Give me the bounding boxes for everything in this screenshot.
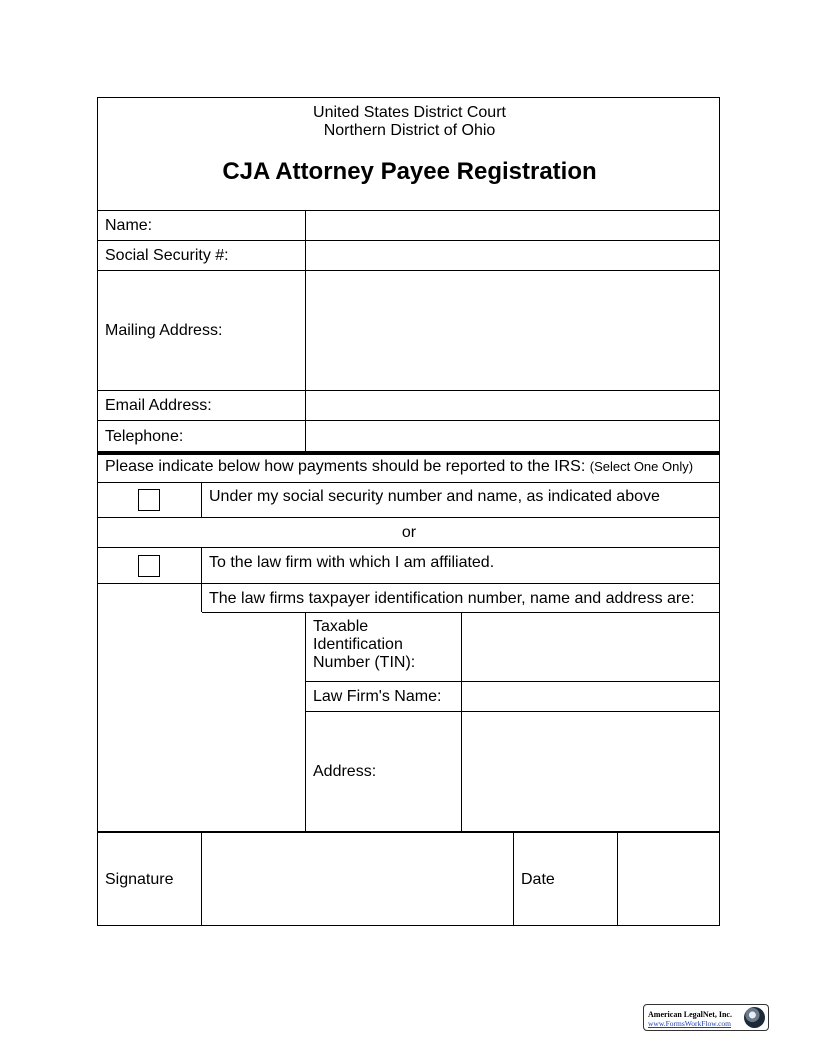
- divider: [98, 517, 720, 518]
- column-divider: [461, 612, 462, 831]
- firm-address-label: Address:: [313, 763, 377, 780]
- publisher-name: American LegalNet, Inc.: [648, 1010, 732, 1019]
- select-one-note: (Select One Only): [589, 459, 694, 474]
- name-label: Name:: [105, 217, 153, 234]
- registration-form: [97, 97, 720, 926]
- publisher-url[interactable]: www.FormsWorkFlow.com: [648, 1019, 732, 1028]
- column-divider: [305, 612, 306, 831]
- mailing-address-label: Mailing Address:: [105, 322, 223, 339]
- signature-label: Signature: [105, 871, 174, 888]
- tin-label-line: Taxable: [313, 618, 369, 635]
- law-firm-name-field[interactable]: [463, 682, 720, 711]
- irs-instruction: [105, 457, 693, 476]
- name-field[interactable]: [307, 211, 720, 240]
- divider: [98, 482, 720, 483]
- divider: [98, 583, 720, 584]
- law-firm-option-label: To the law firm with which I am affiliated.: [209, 554, 495, 571]
- date-field[interactable]: [619, 834, 720, 925]
- irs-instruction-text: Please indicate below how payments should be reported to the IRS:: [105, 458, 586, 475]
- tin-label-line: Number (TIN):: [313, 654, 416, 671]
- column-divider: [305, 210, 306, 451]
- ssn-label: Social Security #:: [105, 247, 229, 264]
- date-label: Date: [521, 871, 555, 888]
- publisher-logo: [643, 1004, 769, 1031]
- email-label: Email Address:: [105, 397, 212, 414]
- signature-field[interactable]: [203, 834, 513, 925]
- globe-icon: [744, 1007, 765, 1028]
- form-title: CJA Attorney Payee Registration: [222, 158, 597, 185]
- column-divider: [201, 831, 202, 925]
- tin-label-line: Identification: [313, 636, 403, 653]
- email-field[interactable]: [307, 391, 720, 420]
- firm-intro-text: The law firms taxpayer identification number, name and address are:: [209, 590, 695, 607]
- ssn-option-checkbox[interactable]: [138, 489, 160, 511]
- or-separator: or: [401, 524, 417, 541]
- law-firm-option-checkbox[interactable]: [138, 555, 160, 577]
- law-firm-name-label: Law Firm's Name:: [313, 688, 442, 705]
- divider: [98, 547, 720, 548]
- mailing-address-field[interactable]: [307, 271, 720, 390]
- telephone-label: Telephone:: [105, 428, 184, 445]
- ssn-option-label: Under my social security number and name, as indicated above: [209, 488, 660, 505]
- ssn-field[interactable]: [307, 241, 720, 270]
- column-divider: [513, 831, 514, 925]
- column-divider: [201, 482, 202, 517]
- column-divider: [201, 547, 202, 612]
- column-divider: [617, 831, 618, 925]
- tin-field[interactable]: [463, 613, 720, 681]
- court-district: Northern District of Ohio: [323, 122, 496, 139]
- tin-label: [313, 618, 415, 672]
- firm-address-field[interactable]: [463, 712, 720, 831]
- section-divider: [98, 831, 720, 833]
- court-name: United States District Court: [313, 104, 506, 121]
- telephone-field[interactable]: [307, 421, 720, 450]
- section-divider: [98, 451, 720, 455]
